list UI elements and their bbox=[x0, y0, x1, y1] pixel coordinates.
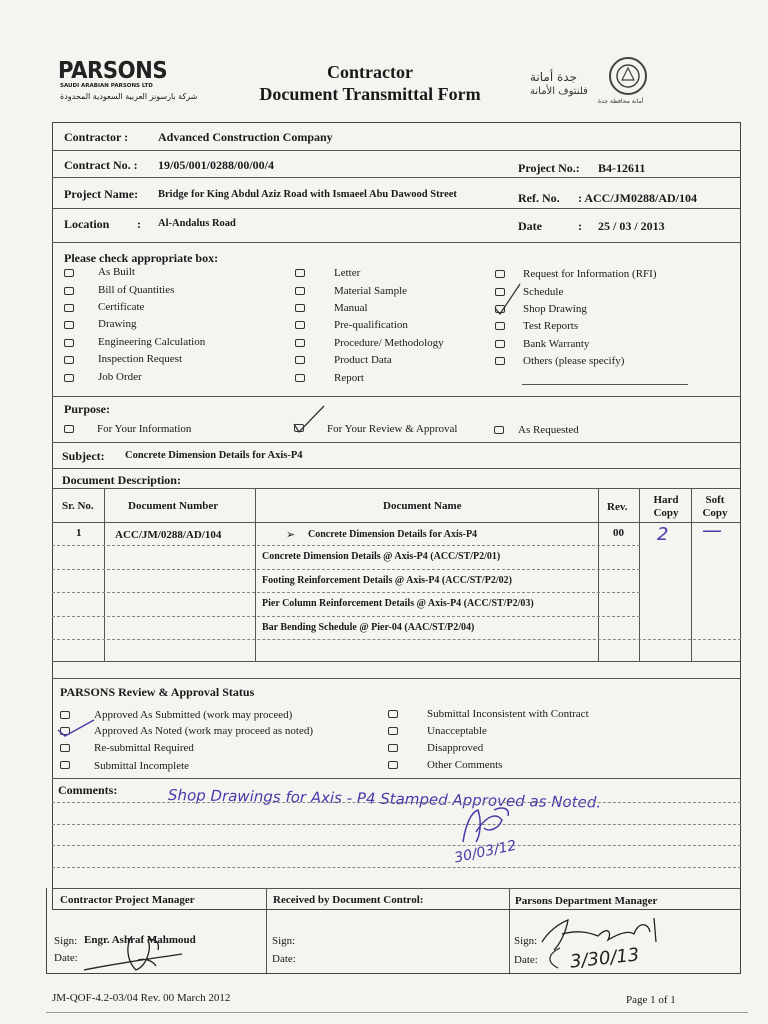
check-label: Product Data bbox=[334, 354, 392, 366]
row-doc-name: Bar Bending Schedule @ Pier-04 (AAC/ST/P2/04) bbox=[262, 622, 475, 633]
contractor-sign-name: Engr. Ashraf Mahmoud bbox=[84, 934, 196, 946]
ref-no-value: : ACC/JM0288/AD/104 bbox=[578, 191, 697, 205]
date-bracket-icon bbox=[540, 946, 570, 970]
received-by-label: Received by Document Control: bbox=[273, 894, 424, 906]
column-header: Document Number bbox=[128, 500, 219, 512]
purpose-heading: Purpose: bbox=[64, 402, 110, 416]
checkbox-rfi[interactable] bbox=[495, 270, 505, 278]
parsons-logo-arabic: شركة بارسونز العربية السعودية المحدودة bbox=[60, 92, 198, 101]
checkbox-procedure-methodology[interactable] bbox=[295, 339, 305, 347]
check-label: Job Order bbox=[98, 371, 142, 383]
ref-no-label: Ref. No. bbox=[518, 191, 560, 205]
check-label: Shop Drawing bbox=[523, 303, 587, 315]
check-label: Pre-qualification bbox=[334, 319, 408, 331]
check-label: Engineering Calculation bbox=[98, 336, 206, 348]
checkbox-other-comments[interactable] bbox=[388, 761, 398, 769]
form-title-line1: Contractor bbox=[327, 62, 413, 82]
checkbox-incomplete[interactable] bbox=[60, 761, 70, 769]
purpose-label: For Your Review & Approval bbox=[327, 423, 458, 435]
checkbox-manual[interactable] bbox=[295, 304, 305, 312]
row-soft-copy: — bbox=[702, 518, 722, 542]
checkbox-drawing[interactable] bbox=[64, 321, 74, 329]
checkmark-icon bbox=[56, 718, 96, 740]
row-sr: 1 bbox=[76, 527, 82, 539]
project-no-label: Project No.: bbox=[518, 161, 580, 175]
sign-label: Sign: bbox=[272, 935, 296, 947]
row-hard-copy: 2 bbox=[657, 524, 669, 545]
sign-label: Sign: bbox=[514, 935, 538, 947]
review-label: Submittal Inconsistent with Contract bbox=[427, 708, 589, 720]
contractor-pm-label: Contractor Project Manager bbox=[60, 894, 195, 906]
others-specify-line[interactable] bbox=[522, 384, 688, 385]
checkbox-report[interactable] bbox=[295, 374, 305, 382]
comments-label: Comments: bbox=[58, 783, 118, 797]
review-label: Submittal Incomplete bbox=[94, 760, 190, 772]
date-label: Date: bbox=[54, 952, 78, 964]
check-label: Bank Warranty bbox=[523, 338, 590, 350]
initials-date: 30/03/12 bbox=[453, 837, 518, 867]
footer-code: JM-QOF-4.2-03/04 Rev. 00 March 2012 bbox=[52, 992, 231, 1004]
checkbox-inconsistent[interactable] bbox=[388, 710, 398, 718]
review-label: Unacceptable bbox=[427, 725, 487, 737]
purpose-label: For Your Information bbox=[97, 423, 192, 435]
checkbox-material-sample[interactable] bbox=[295, 287, 305, 295]
description-heading: Document Description: bbox=[62, 473, 181, 487]
check-label: Material Sample bbox=[334, 285, 408, 297]
purpose-label: As Requested bbox=[518, 424, 579, 436]
checkbox-disapproved[interactable] bbox=[388, 744, 398, 752]
check-label: Request for Information (RFI) bbox=[523, 268, 657, 280]
date-label: Date: bbox=[514, 954, 538, 966]
contract-no-label: Contract No. : bbox=[64, 158, 138, 172]
seal-icon bbox=[608, 56, 648, 96]
review-heading: PARSONS Review & Approval Status bbox=[60, 685, 255, 699]
parsons-logo: PARSONS bbox=[58, 58, 168, 84]
date-label: Date bbox=[518, 219, 542, 233]
check-label: Others (please specify) bbox=[523, 355, 625, 367]
check-label: Bill of Quantities bbox=[98, 284, 175, 296]
check-heading: Please check appropriate box: bbox=[64, 251, 219, 265]
column-header: Rev. bbox=[607, 501, 628, 513]
comments-handwritten: Shop Drawings for Axis - P4 Stamped Approved as Noted. bbox=[167, 786, 602, 812]
checkbox-pre-qualification[interactable] bbox=[295, 321, 305, 329]
subject-value: Concrete Dimension Details for Axis-P4 bbox=[125, 450, 303, 461]
review-label: Approved As Submitted (work may proceed) bbox=[94, 709, 293, 721]
project-name-value: Bridge for King Abdul Aziz Road with Ismaeel Abu Dawood Street bbox=[158, 189, 457, 200]
contractor-value: Advanced Construction Company bbox=[158, 130, 333, 144]
check-label: Report bbox=[334, 372, 364, 384]
review-label: Other Comments bbox=[427, 759, 503, 771]
contractor-signature-icon bbox=[82, 930, 192, 980]
check-label: As Built bbox=[98, 266, 135, 278]
date-colon: : bbox=[578, 219, 582, 233]
review-label: Disapproved bbox=[427, 742, 484, 754]
checkbox-bill-of-quantities[interactable] bbox=[64, 287, 74, 295]
check-label: Certificate bbox=[98, 301, 145, 313]
review-label: Approved As Noted (work may proceed as noted) bbox=[94, 725, 314, 737]
date-label: Date: bbox=[272, 953, 296, 965]
location-colon: : bbox=[137, 217, 141, 231]
parsons-logo-subtitle: SAUDI ARABIAN PARSONS LTD bbox=[60, 83, 153, 89]
checkbox-product-data[interactable] bbox=[295, 356, 305, 364]
row-rev: 00 bbox=[613, 527, 624, 539]
checkbox-inspection-request[interactable] bbox=[64, 356, 74, 364]
check-label: Inspection Request bbox=[98, 353, 183, 365]
footer-page: Page 1 of 1 bbox=[626, 994, 676, 1006]
location-value: Al-Andalus Road bbox=[158, 218, 236, 229]
row-doc-number: ACC/JM/0288/AD/104 bbox=[115, 529, 222, 541]
row-doc-name: Pier Column Reinforcement Details @ Axis-P4 (ACC/ST/P2/03) bbox=[262, 598, 534, 609]
checkbox-as-requested[interactable] bbox=[494, 426, 504, 434]
check-label: Drawing bbox=[98, 318, 137, 330]
column-header: Document Name bbox=[383, 500, 462, 512]
column-header: Hard Copy bbox=[653, 494, 679, 519]
parsons-dm-label: Parsons Department Manager bbox=[515, 895, 658, 907]
checkbox-resubmittal[interactable] bbox=[60, 744, 70, 752]
check-label: Letter bbox=[334, 267, 361, 279]
contract-no-value: 19/05/001/0288/00/00/4 bbox=[158, 158, 275, 172]
checkmark-icon bbox=[493, 282, 523, 316]
amana-logo-arabic: جدة أمانة bbox=[530, 70, 578, 84]
checkbox-engineering-calculation[interactable] bbox=[64, 339, 74, 347]
column-header: Soft Copy bbox=[702, 494, 728, 519]
sign-label: Sign: bbox=[54, 935, 78, 947]
checkbox-job-order[interactable] bbox=[64, 374, 74, 382]
review-label: Re-submittal Required bbox=[94, 742, 194, 754]
check-label: Procedure/ Methodology bbox=[334, 337, 444, 349]
location-label: Location bbox=[64, 217, 110, 231]
parsons-sign-date: 3/30/13 bbox=[569, 944, 641, 973]
checkbox-for-information[interactable] bbox=[64, 425, 74, 433]
check-label: Manual bbox=[334, 302, 368, 314]
subject-label: Subject: bbox=[62, 449, 105, 463]
seal-caption: أمانة محافظة جدة bbox=[598, 98, 644, 105]
checkbox-certificate[interactable] bbox=[64, 304, 74, 312]
project-no-value: B4-12611 bbox=[598, 161, 646, 175]
row-doc-name: Footing Reinforcement Details @ Axis-P4 (ACC/ST/P2/02) bbox=[262, 575, 512, 586]
project-name-label: Project Name: bbox=[64, 187, 139, 201]
check-label: Test Reports bbox=[523, 320, 579, 332]
check-label: Schedule bbox=[523, 286, 564, 298]
column-header: Sr. No. bbox=[62, 500, 94, 512]
row-doc-name: Concrete Dimension Details for Axis-P4 bbox=[308, 529, 478, 540]
checkbox-as-built[interactable] bbox=[64, 269, 74, 277]
checkbox-unacceptable[interactable] bbox=[388, 727, 398, 735]
checkbox-others[interactable] bbox=[495, 357, 505, 365]
checkmark-icon bbox=[292, 404, 328, 434]
bullet-arrow-icon: ➢ bbox=[286, 529, 296, 541]
form-title-line2: Document Transmittal Form bbox=[259, 84, 481, 104]
amana-logo-arabic-sub: فلنتوف الأمانة bbox=[530, 86, 588, 97]
checkbox-bank-warranty[interactable] bbox=[495, 340, 505, 348]
date-value: 25 / 03 / 2013 bbox=[598, 219, 665, 233]
checkbox-letter[interactable] bbox=[295, 269, 305, 277]
checkbox-test-reports[interactable] bbox=[495, 322, 505, 330]
row-doc-name: Concrete Dimension Details @ Axis-P4 (ACC/ST/P2/01) bbox=[262, 551, 501, 562]
contractor-label: Contractor : bbox=[64, 130, 129, 144]
